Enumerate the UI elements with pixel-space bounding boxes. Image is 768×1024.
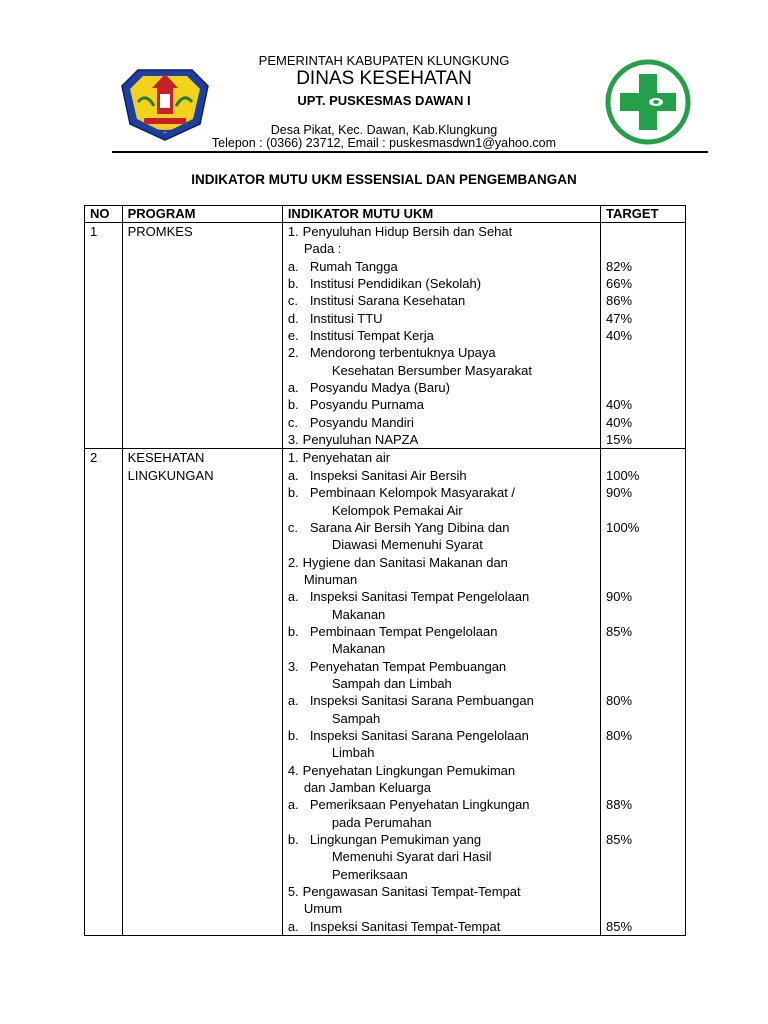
indicator-number: 2.	[287, 554, 299, 570]
indicator-text: Limbah	[331, 745, 375, 761]
indicator-letter: c.	[287, 414, 298, 430]
target-value	[606, 502, 680, 519]
indicator-text: Sarana Air Bersih Yang Dibina dan	[309, 519, 510, 535]
program-name-line: PROMKES	[127, 224, 193, 239]
indicator-letter: c.	[287, 519, 298, 535]
target-value: 100%	[606, 467, 640, 483]
indicator-text: Posyandu Mandiri	[309, 414, 414, 430]
indicator-line	[288, 658, 595, 675]
indicator-line	[288, 692, 595, 709]
indicator-letter: b.	[287, 397, 299, 413]
letterhead-address: Desa Pikat, Kec. Dawan, Kab.Klungkung	[270, 123, 498, 137]
indicator-text: Institusi TTU	[309, 310, 383, 326]
header-program: PROGRAM	[122, 206, 282, 223]
target-value: 80%	[606, 693, 633, 709]
target-value	[606, 379, 680, 396]
indicator-line	[288, 744, 595, 761]
indicator-line	[288, 796, 595, 813]
cell-program	[122, 223, 282, 449]
indicator-line	[288, 554, 595, 571]
indicator-line	[288, 223, 595, 240]
indicator-line	[288, 502, 595, 519]
letterhead-unit: UPT. PUSKESMAS DAWAN I	[297, 93, 471, 108]
indicator-text: Sampah dan Limbah	[331, 675, 452, 691]
target-value	[606, 606, 680, 623]
indicator-line	[288, 362, 595, 379]
indicator-letter: b.	[287, 832, 299, 848]
indicator-text: Kelompok Pemakai Air	[331, 502, 463, 518]
target-value	[606, 814, 680, 831]
indicator-line	[288, 449, 595, 466]
indicator-line	[288, 606, 595, 623]
indicator-letter: b.	[287, 623, 299, 639]
indicator-letter: a.	[287, 467, 299, 483]
indicator-letter: c.	[287, 293, 298, 309]
indicator-letter: e.	[287, 328, 299, 344]
indicator-text: Kesehatan Bersumber Masyarakat	[331, 362, 532, 378]
indicator-line	[288, 519, 595, 536]
table-row	[85, 449, 686, 936]
indicator-text: Inspeksi Sanitasi Sarana Pembuangan	[309, 693, 534, 709]
cell-indicators	[282, 449, 600, 936]
target-value	[606, 362, 680, 379]
indicator-text: Pembinaan Tempat Pengelolaan	[309, 623, 498, 639]
cell-targets	[601, 449, 686, 936]
target-value	[606, 449, 680, 466]
document-title: INDIKATOR MUTU UKM ESSENSIAL DAN PENGEMBANGAN	[191, 172, 577, 187]
indicator-text: Rumah Tangga	[309, 258, 398, 274]
indicator-text: Lingkungan Pemukiman yang	[309, 832, 482, 848]
target-value	[606, 640, 680, 657]
indicator-line	[288, 762, 595, 779]
indicator-text: Inspeksi Sanitasi Air Bersih	[309, 467, 467, 483]
indicator-line	[288, 414, 595, 431]
indicator-line	[288, 900, 595, 917]
indicator-letter: d.	[287, 310, 299, 326]
indicator-text: Posyandu Madya (Baru)	[309, 380, 450, 396]
cell-indicators	[282, 223, 600, 449]
target-value: 90%	[606, 589, 633, 605]
letterhead-divider	[112, 151, 708, 153]
target-value: 86%	[606, 293, 633, 309]
indicator-line	[288, 918, 595, 935]
indicator-text: Penyuluhan Hidup Bersih dan Sehat	[302, 224, 513, 239]
indicator-line	[288, 484, 595, 501]
letterhead-contact: Telepon : (0366) 23712, Email : puskesmasdwn1@yahoo.com	[211, 136, 557, 150]
indicator-text: Hygiene dan Sanitasi Makanan dan	[302, 554, 508, 570]
target-value	[606, 710, 680, 727]
indicator-text: Inspeksi Sanitasi Tempat Pengelolaan	[309, 589, 530, 605]
target-value	[606, 658, 680, 675]
target-value: 40%	[606, 414, 633, 430]
indicator-letter: a.	[287, 258, 299, 274]
target-value	[606, 223, 680, 240]
indicator-text: Pada :	[303, 241, 342, 257]
indicator-text: Pemeriksaan	[331, 866, 408, 882]
indicator-line	[288, 327, 595, 344]
indicator-line	[288, 571, 595, 588]
indicator-text: Institusi Tempat Kerja	[309, 328, 434, 344]
target-value: 100%	[606, 519, 640, 535]
indicator-table	[84, 205, 686, 936]
indicator-text: Pembinaan Kelompok Masyarakat /	[309, 485, 516, 501]
target-value: 85%	[606, 623, 633, 639]
indicator-line	[288, 640, 595, 657]
indicator-letter: a.	[287, 589, 299, 605]
letterhead-government: PEMERINTAH KABUPATEN KLUNGKUNG	[258, 53, 510, 68]
header-target: TARGET	[601, 206, 686, 223]
indicator-text: Posyandu Purnama	[309, 397, 424, 413]
indicator-text: Sampah	[331, 710, 381, 726]
indicator-line	[288, 675, 595, 692]
health-cross-logo-icon	[605, 59, 691, 145]
indicator-line	[288, 344, 595, 361]
indicator-line	[288, 396, 595, 413]
target-value: 82%	[606, 258, 633, 274]
indicator-line	[288, 710, 595, 727]
target-value	[606, 554, 680, 571]
target-value: 80%	[606, 727, 633, 743]
indicator-text: Makanan	[331, 641, 386, 657]
target-value	[606, 571, 680, 588]
indicator-line	[288, 258, 595, 275]
indicator-letter: a.	[287, 797, 299, 813]
indicator-line	[288, 623, 595, 640]
table-row	[85, 223, 686, 449]
klungkung-emblem-icon	[120, 66, 210, 142]
indicator-line	[288, 431, 595, 448]
indicator-line	[288, 310, 595, 327]
target-value	[606, 866, 680, 883]
indicator-text: Penyehatan Tempat Pembuangan	[309, 658, 507, 674]
program-name-line: KESEHATAN	[127, 450, 205, 466]
indicator-number: 3.	[287, 432, 299, 448]
indicator-letter: 2.	[287, 345, 299, 361]
indicator-number: 1.	[287, 224, 299, 239]
target-value: 15%	[606, 432, 633, 448]
header-no: NO	[85, 206, 123, 223]
table-header-row	[85, 206, 686, 223]
indicator-text: Institusi Pendidikan (Sekolah)	[309, 276, 482, 292]
indicator-text: Inspeksi Sanitasi Tempat-Tempat	[309, 918, 501, 934]
cell-no: 2	[85, 449, 123, 936]
indicator-text: Penyehatan air	[302, 450, 391, 466]
cell-targets	[601, 223, 686, 449]
target-value	[606, 883, 680, 900]
indicator-text: Penyehatan Lingkungan Pemukiman	[302, 762, 516, 778]
target-value	[606, 900, 680, 917]
target-value: 85%	[606, 918, 633, 934]
indicator-letter: b.	[287, 276, 299, 292]
indicator-line	[288, 588, 595, 605]
indicator-line	[288, 727, 595, 744]
indicator-line	[288, 779, 595, 796]
indicator-text: Makanan	[331, 606, 386, 622]
indicator-line	[288, 467, 595, 484]
indicator-line	[288, 292, 595, 309]
target-value: 90%	[606, 485, 633, 501]
indicator-line	[288, 866, 595, 883]
target-value: 85%	[606, 832, 633, 848]
indicator-text: Institusi Sarana Kesehatan	[309, 293, 466, 309]
indicator-text: Pemeriksaan Penyehatan Lingkungan	[309, 797, 530, 813]
target-value	[606, 779, 680, 796]
indicator-letter: b.	[287, 727, 299, 743]
target-value: 40%	[606, 328, 633, 344]
indicator-text: pada Perumahan	[331, 814, 432, 830]
indicator-line	[288, 814, 595, 831]
indicator-number: 5.	[287, 884, 299, 900]
indicator-text: dan Jamban Keluarga	[303, 780, 432, 795]
indicator-line	[288, 379, 595, 396]
indicator-line	[288, 831, 595, 848]
target-value	[606, 344, 680, 361]
target-value	[606, 744, 680, 761]
letterhead-agency: DINAS KESEHATAN	[296, 68, 472, 89]
indicator-line	[288, 883, 595, 900]
target-value	[606, 536, 680, 553]
indicator-letter: a.	[287, 380, 299, 396]
indicator-line	[288, 536, 595, 553]
program-name-line: LINGKUNGAN	[127, 467, 214, 483]
indicator-line	[288, 240, 595, 257]
cell-no: 1	[85, 223, 123, 449]
indicator-text: Inspeksi Sanitasi Sarana Pengelolaan	[309, 727, 529, 743]
indicator-text: Mendorong terbentuknya Upaya	[309, 345, 496, 361]
target-value: 66%	[606, 276, 633, 292]
target-value: 47%	[606, 310, 633, 326]
target-value	[606, 762, 680, 779]
target-value: 40%	[606, 397, 633, 413]
indicator-text: Umum	[303, 901, 343, 917]
target-value	[606, 848, 680, 865]
header-indicator: INDIKATOR MUTU UKM	[282, 206, 600, 223]
target-value	[606, 675, 680, 692]
indicator-text: Minuman	[303, 571, 358, 587]
indicator-letter: a.	[287, 693, 299, 709]
indicator-letter: a.	[287, 918, 299, 934]
indicator-number: 4.	[287, 762, 299, 778]
indicator-letter: b.	[287, 485, 299, 501]
indicator-text: Diawasi Memenuhi Syarat	[331, 537, 483, 553]
cell-program	[122, 449, 282, 936]
indicator-number: 1.	[287, 450, 299, 466]
target-value: 88%	[606, 797, 633, 813]
indicator-line	[288, 848, 595, 865]
indicator-text: Penyuluhan NAPZA	[302, 432, 419, 448]
target-value	[606, 240, 680, 257]
indicator-text: Memenuhi Syarat dari Hasil	[331, 849, 492, 865]
indicator-text: Pengawasan Sanitasi Tempat-Tempat	[302, 884, 521, 900]
indicator-line	[288, 275, 595, 292]
indicator-letter: 3.	[287, 658, 299, 674]
